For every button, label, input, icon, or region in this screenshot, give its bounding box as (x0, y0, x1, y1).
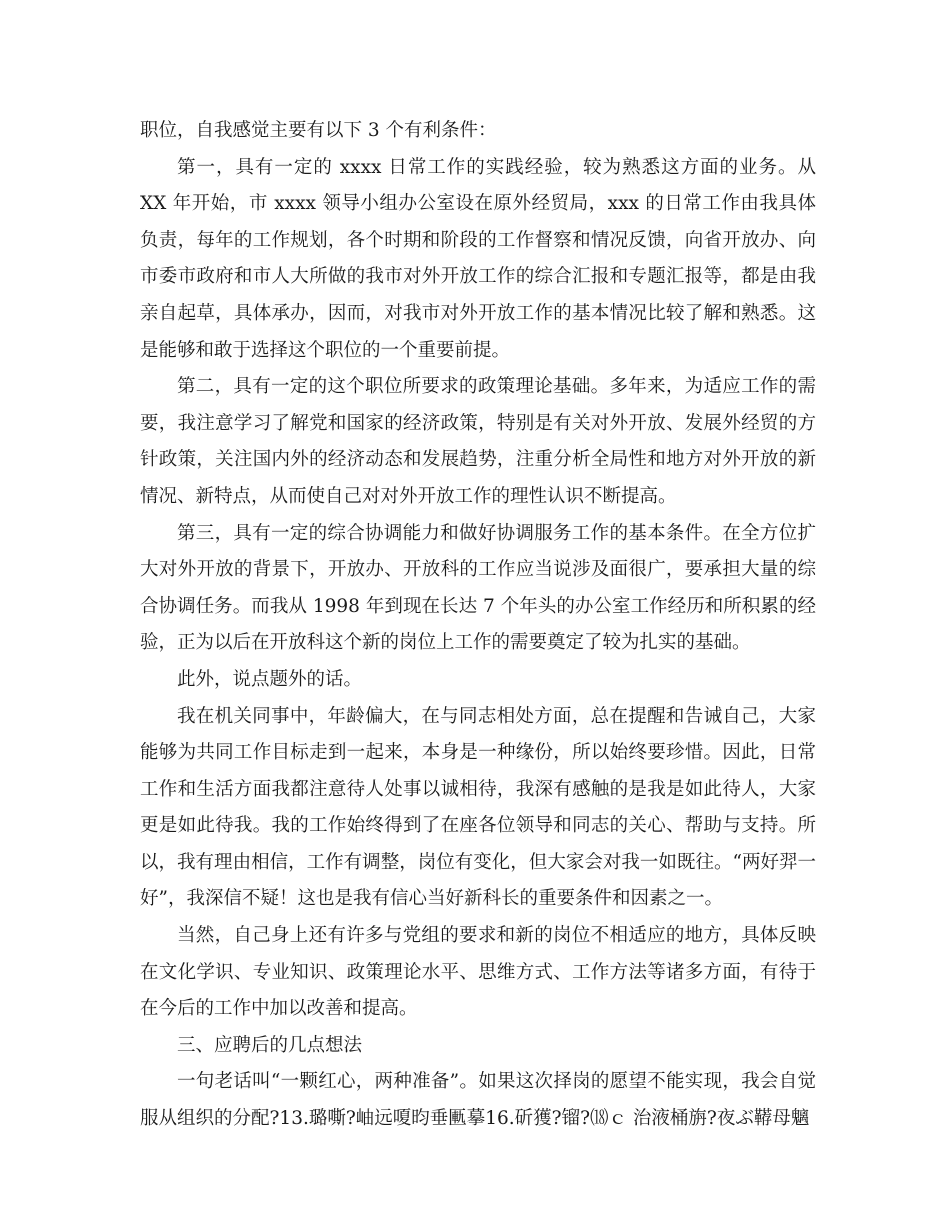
paragraph: 一句老话叫“一颗红心，两种准备”。如果这次择岗的愿望不能实现，我会自觉服从组织的分配?13.璐嘶?岫远嗄昀垂匭摹16.斫獲?镏?⒅ｃ 治液桶旃?夜ぶ鞯母魑 (140, 1071, 816, 1130)
paragraph: 第一，具有一定的 xxxx 日常工作的实践经验，较为熟悉这方面的业务。从 XX 年开始，市 xxxx 领导小组办公室设在原外经贸局，xxx 的日常工作由我具体负责，每年的工作规划，各个时期和阶段的工作督察和情况反馈，向省开放办、向市委市政府和市人大所做的我市对外开放工作的综合汇报和专题汇报等，都是由我亲自起草，具体承办，因而，对我市对外开放工作的基本情况比较了解和熟悉。这是能够和敢于选择这个职位的一个重要前提。 (140, 156, 816, 361)
document-body (140, 113, 816, 1138)
paragraph: 当然，自己身上还有许多与党组的要求和新的岗位不相适应的地方，具体反映在文化学识、专业知识、政策理论水平、思维方式、工作方法等诸多方面，有待于在今后的工作中加以改善和提高。 (140, 925, 816, 1020)
paragraph: 第三，具有一定的综合协调能力和做好协调服务工作的基本条件。在全方位扩大对外开放的背景下，开放办、开放科的工作应当说涉及面很广，要承担大量的综合协调任务。而我从 1998 年到现在长达 7 个年头的办公室工作经历和所积累的经验，正为以后在开放科这个新的岗位上工作的需要奠定了较为扎实的基础。 (140, 522, 816, 654)
section-heading: 三、应聘后的几点想法 (177, 1034, 363, 1056)
paragraph: 我在机关同事中，年龄偏大，在与同志相处方面，总在提醒和告诫自己，大家能够为共同工作目标走到一起来，本身是一种缘份，所以始终要珍惜。因此，日常工作和生活方面我都注意待人处事以诚相待，我深有感触的是我是如此待人，大家更是如此待我。我的工作始终得到了在座各位领导和同志的关心、帮助与支持。所以，我有理由相信，工作有调整，岗位有变化，但大家会对我一如既往。“两好羿一好”，我深信不疑！这也是我有信心当好新科长的重要条件和因素之一。 (140, 705, 816, 910)
paragraph: 此外，说点题外的话。 (177, 668, 363, 690)
paragraph: 职位，自我感觉主要有以下 3 个有利条件： (140, 120, 497, 141)
paragraph: 第二，具有一定的这个职位所要求的政策理论基础。多年来，为适应工作的需要，我注意学习了解党和国家的经济政策，特别是有关对外开放、发展外经贸的方针政策，关注国内外的经济动态和发展趋势，注重分析全局性和地方对外开放的新情况、新特点，从而使自己对对外开放工作的理性认识不断提高。 (140, 376, 816, 507)
